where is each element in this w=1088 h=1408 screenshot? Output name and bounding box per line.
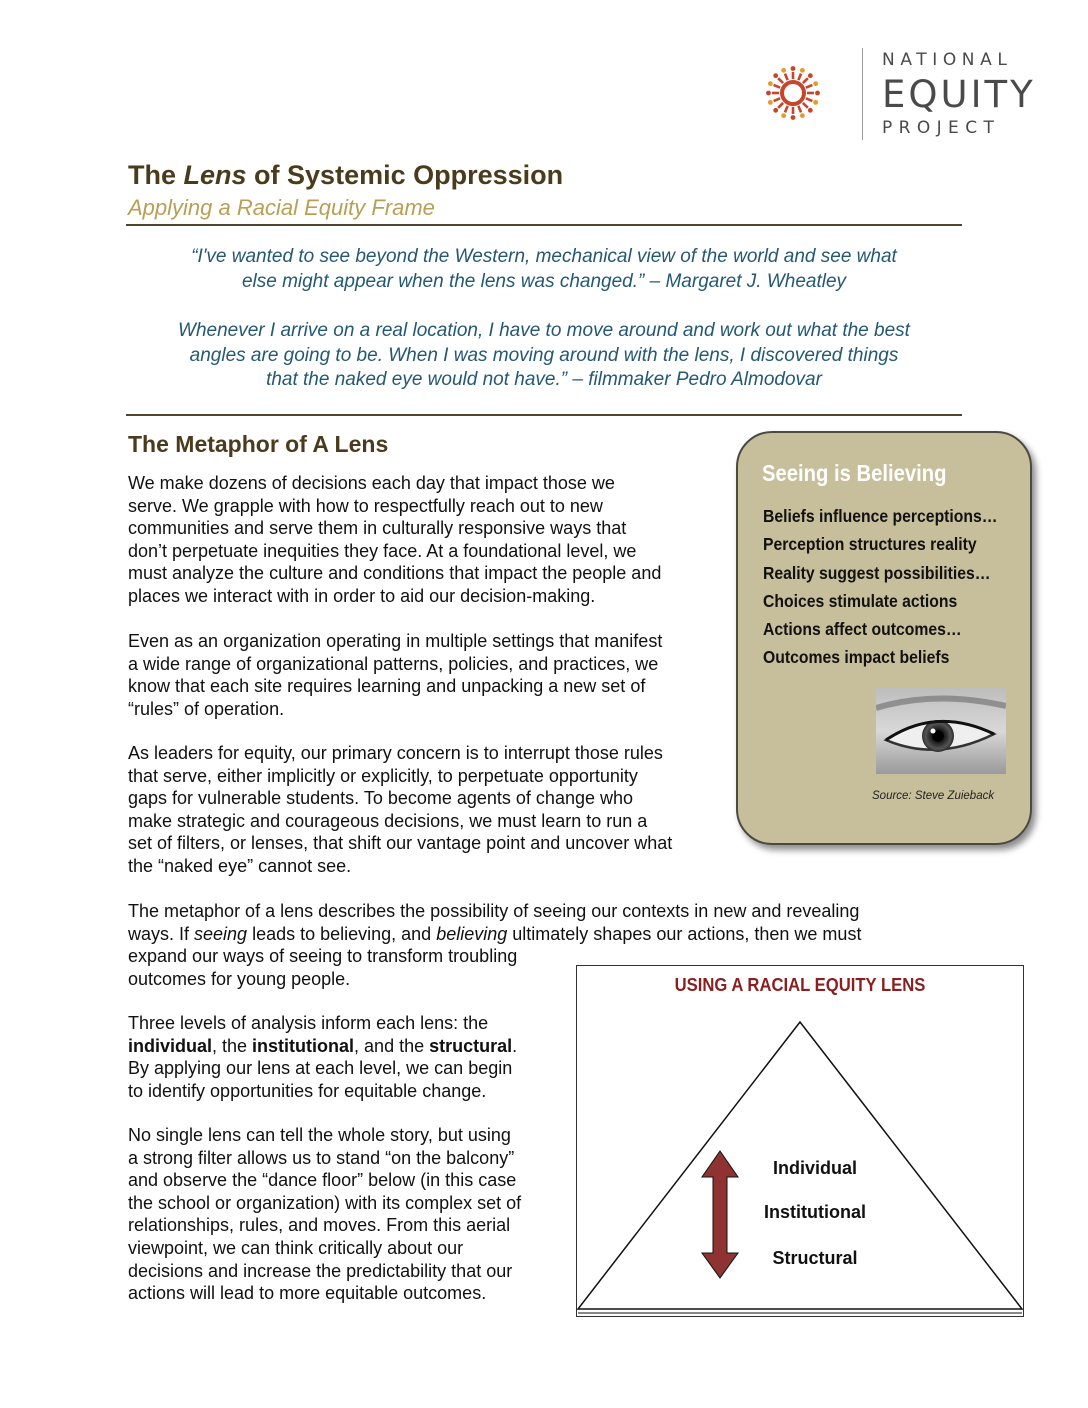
paragraph-2: Even as an organization operating in multiple settings that manifest a wide range of organizational patterns, policies, and practices, we know that each site requires learning and unpacking a new set of “rules” of operation.: [128, 631, 663, 719]
logo-dot: [773, 108, 778, 113]
quote-almodovar: Whenever I arrive on a real location, I have to move around and work out what the best angles are going to be. When I was moving around with the lens, I discovered things that the naked eye would not have.” – filmmaker Pedro Almodovar: [178, 320, 910, 390]
logo-ray: [798, 106, 801, 112]
logo-dot: [808, 73, 813, 78]
page-subtitle: Applying a Racial Equity Frame: [128, 195, 435, 220]
logo-dot: [800, 68, 805, 73]
level-individual: Individual: [772, 1158, 857, 1178]
logo-dot: [813, 100, 818, 105]
logo-text-national: NATIONAL: [882, 50, 1013, 70]
logo-ray: [785, 74, 788, 80]
double-arrow-icon: [702, 1151, 738, 1278]
logo-dot: [808, 108, 813, 113]
level-institutional: Institutional: [764, 1202, 866, 1222]
logo-ray: [774, 98, 780, 101]
logo-text-project: PROJECT: [882, 118, 1001, 138]
level-structural: Structural: [772, 1248, 858, 1268]
section-heading: The Metaphor of A Lens: [128, 431, 389, 457]
quote-wheatley: “I've wanted to see beyond the Western, mechanical view of the world and see what else might appear when the lens was changed.” – Margaret J. Wheatley: [191, 246, 897, 292]
sidebar-item: Actions affect outcomes…: [763, 619, 962, 639]
sidebar-item: Beliefs influence perceptions…: [763, 506, 998, 526]
eye-photo-icon: [876, 688, 1006, 774]
logo-dot: [815, 91, 820, 96]
sidebar-title: Seeing is Believing: [762, 460, 947, 486]
logo-dot: [791, 66, 796, 71]
logo-sunburst-icon: [766, 48, 820, 138]
logo-ray: [803, 103, 808, 108]
logo-dot: [813, 81, 818, 86]
logo-dot: [781, 68, 786, 73]
logo-ray: [798, 74, 801, 80]
divider-bottom: [126, 414, 962, 416]
logo-dot: [791, 115, 796, 120]
logo-ray: [774, 85, 780, 88]
sidebar-item: Reality suggest possibilities…: [763, 563, 991, 583]
paragraph-4: The metaphor of a lens describes the possibility of seeing our contexts in new and revealing ways. If seeing leads to believing, and believing ultimately shapes our actions, then we must expand our ways of seeing to transform troubling outcomes for young people.: [128, 901, 862, 989]
logo-text-equity: EQUITY: [882, 73, 1036, 116]
logo-ray: [806, 98, 812, 101]
sidebar-item: Outcomes impact beliefs: [763, 647, 950, 667]
sidebar-item: Choices stimulate actions: [763, 591, 958, 611]
logo-dot: [768, 100, 773, 105]
paragraph-1: We make dozens of decisions each day that impact those we serve. We grapple with how to respectfully reach out to new communities and serve them in culturally responsive ways that don’t perpetuate inequities they face. At a foundational level, we must analyze the culture and conditions that impact the people and places we interact with in order to aid our decision-making.: [128, 473, 662, 606]
logo-ray: [778, 103, 783, 108]
paragraph-6: No single lens can tell the whole story, but using a strong filter allows us to stand “on the balcony” and observe the “dance floor” below (in this case the school or organization) with its complex set of relationships, rules, and moves. From this aerial viewpoint, we can think critically about our decisions and increase the predictability that our actions will lead to more equitable outcomes.: [128, 1125, 522, 1304]
logo-dot: [800, 113, 805, 118]
logo-divider: [862, 48, 863, 140]
logo-ring: [782, 82, 804, 104]
sidebar-item: Perception structures reality: [763, 534, 977, 554]
logo-dot: [773, 73, 778, 78]
logo-ray: [806, 85, 812, 88]
image-source-credit: Source: Steve Zuieback: [872, 790, 995, 802]
divider-top: [126, 224, 962, 226]
logo-dot: [766, 91, 771, 96]
logo-ray: [803, 78, 808, 83]
logo-ray: [785, 106, 788, 112]
paragraph-3: As leaders for equity, our primary concern is to interrupt those rules that serve, either implicitly or explicitly, to perpetuate opportunity gaps for vulnerable students. To become agents of change who make strategic and courageous decisions, we must learn to run a set of filters, or lenses, that shift our vantage point and uncover what the “naked eye” cannot see.: [128, 743, 673, 876]
logo-dot: [768, 81, 773, 86]
page-title: The Lens of Systemic Oppression: [128, 160, 564, 190]
paragraph-5: Three levels of analysis inform each lens: the individual, the institutional, and the structural. By applying our lens at each level, we can begin to identify opportunities for equitable change.: [128, 1013, 518, 1101]
diagram-title: USING A RACIAL EQUITY LENS: [674, 974, 926, 995]
logo-ray: [778, 78, 783, 83]
logo-dot: [781, 113, 786, 118]
